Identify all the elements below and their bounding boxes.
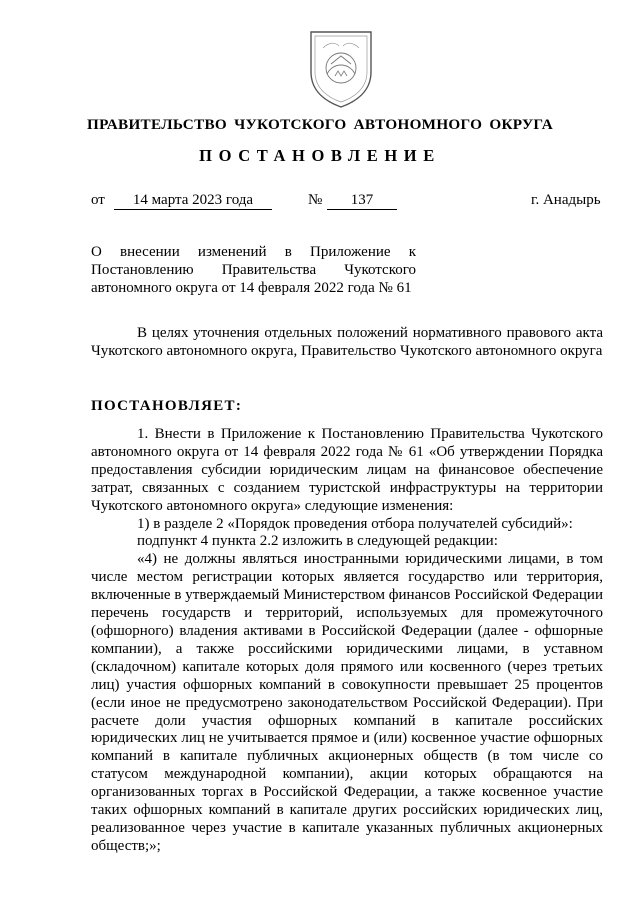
document-body (91, 426, 603, 856)
date-field (114, 191, 272, 210)
document-number: 137 (327, 191, 397, 210)
city: г. Анадырь (531, 192, 601, 208)
subject-line-3: автономного округа от 14 февраля 2022 года № 61 (91, 280, 412, 296)
coat-of-arms-emblem (305, 28, 377, 110)
government-title: ПРАВИТЕЛЬСТВО ЧУКОТСКОГО АВТОНОМНОГО ОКРУГА (87, 116, 553, 133)
subject-line-1: О внесении изменений в Приложение к (91, 244, 416, 260)
number-field (327, 191, 397, 210)
paragraph-4: «4) не должны являться иностранными юридическими лицами, в том числе местом регистрации которых является государство или территория, включенные в утверждаемый Министерством финансов Российской Федерации перечень государств и территорий, используемых для промежуточного (офшорного) владения активами в Российской Федерации (далее - офшорные компании), а также российскими юридическими лицами, в уставном (складочном) капитале которых доля прямого или косвенного (через третьих лиц) участия офшорных компаний в совокупности превышает 25 процентов (если иное не предусмотрено законодательством Российской Федерации). При расчете доли участия офшорных компаний в капитале российских юридических лиц не учитывается прямое и (или) косвенное участие офшорных компаний в капитале публичных акционерных обществ (в том числе со статусом международной компании), акции которых обращаются на организованных торгах в Российской Федерации, а также косвенное участие таких офшорных компаний в капитале других российских юридических лиц, реализованное через участие в капитале указанных публичных акционерных обществ;»; (91, 551, 603, 854)
document-type: ПОСТАНОВЛЕНИЕ (199, 146, 441, 165)
decree-heading: ПОСТАНОВЛЯЕТ: (91, 398, 243, 414)
preamble-text: В целях уточнения отдельных положений нормативного правового акта Чукотского автономного округа, Правительство Чукотского автономного округа (91, 325, 603, 359)
date-label: от (91, 192, 105, 208)
number-label: № (308, 192, 323, 208)
subject-block (91, 243, 416, 297)
paragraph-3: подпункт 4 пункта 2.2 изложить в следующей редакции: (137, 533, 498, 550)
document-date: 14 марта 2023 года (114, 191, 272, 210)
paragraph-2: 1) в разделе 2 «Порядок проведения отбора получателей субсидий»: (137, 515, 573, 532)
subject-line-2: Постановлению Правительства Чукотского (91, 262, 416, 278)
preamble (91, 324, 603, 360)
paragraph-1: 1. Внести в Приложение к Постановлению Правительства Чукотского автономного округа от 14 февраля 2022 года № 61 «Об утверждении Порядка предоставления субсидии юридическим лицам на финансовое обеспечение затрат, связанных с созданием туристской инфраструктуры на территории Чукотского автономного округа» следующие изменения: (91, 426, 603, 514)
